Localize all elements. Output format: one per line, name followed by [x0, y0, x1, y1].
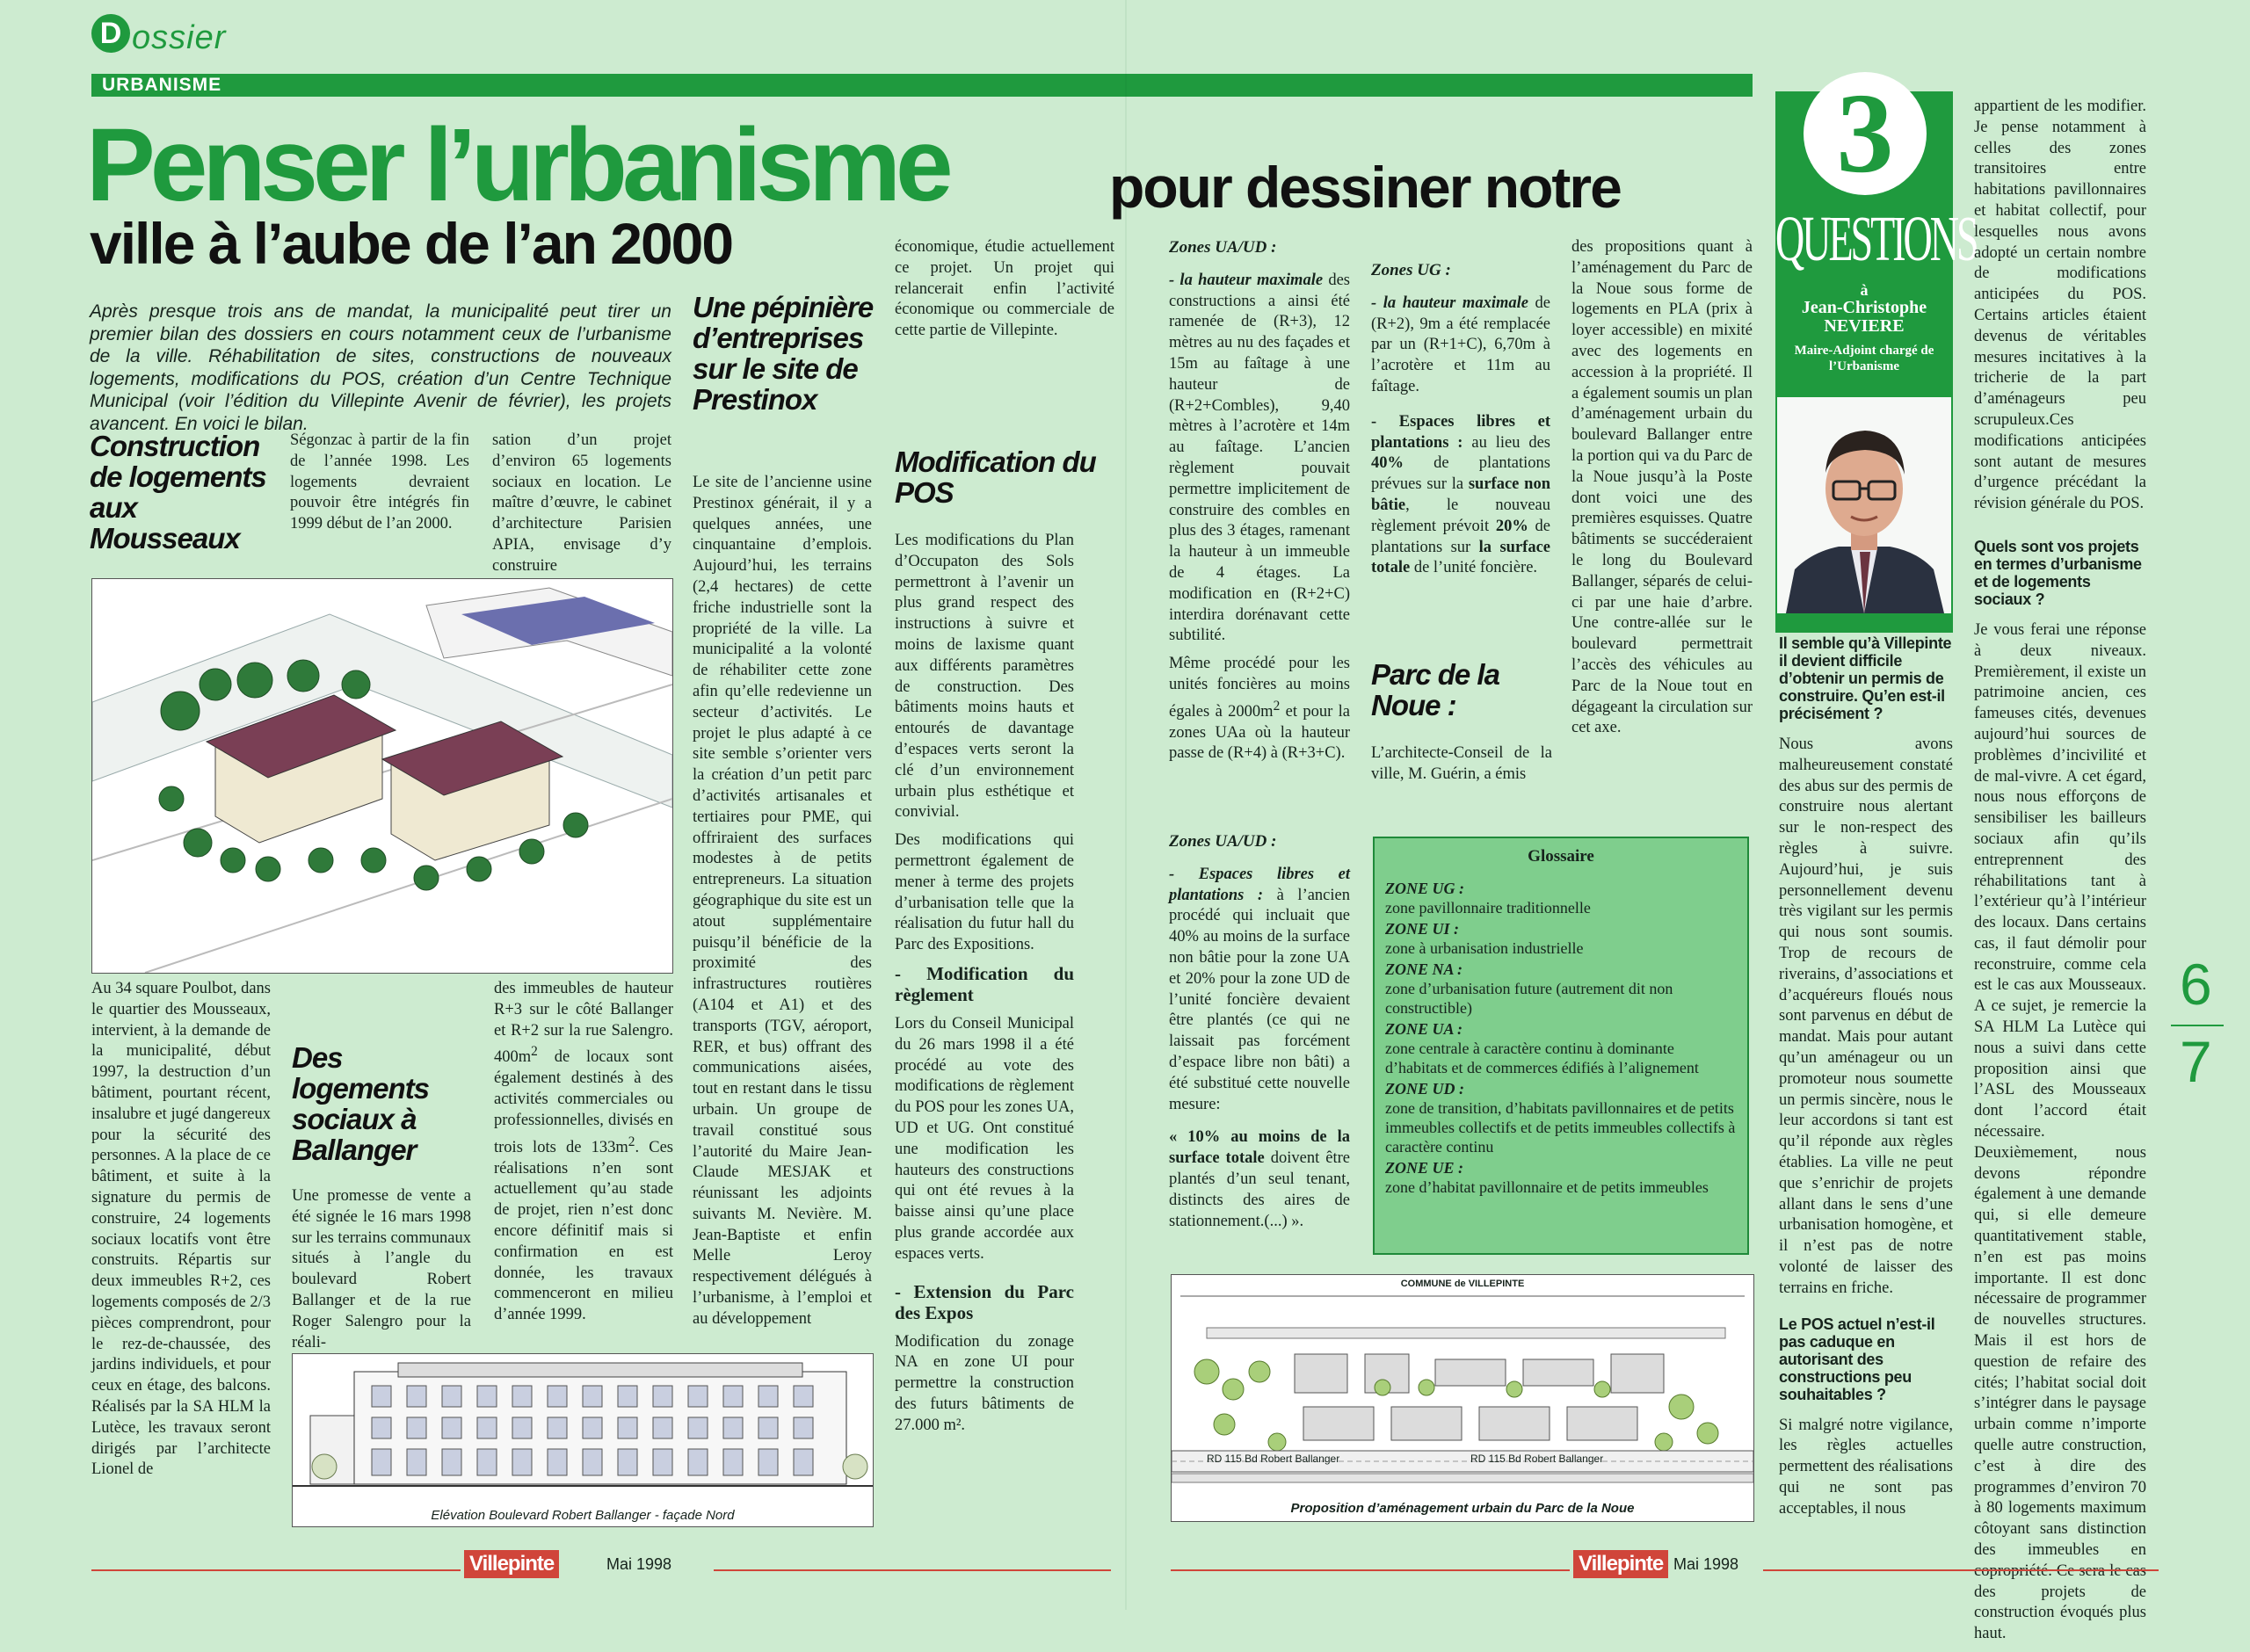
ua-hauteur-label: - la hauteur maximale	[1169, 271, 1324, 289]
glossaire-term: ZONE UD :	[1385, 1080, 1464, 1098]
footer-date-left: Mai 1998	[606, 1555, 672, 1573]
glossaire-term: ZONE UI :	[1385, 920, 1459, 938]
page-subtitle: ville à l’aube de l’an 2000	[90, 211, 733, 276]
zones-ua-heading: Zones UA/UD :	[1169, 238, 1277, 257]
ballanger-text-b	[494, 979, 673, 1326]
noue-text-a: L’architecte-Conseil de la ville, M. Guérin, a émis	[1371, 744, 1552, 783]
ua-meme-text1: Même procédé pour les unités foncières au moins égales à 2000m	[1169, 655, 1350, 721]
sup-m2: 2	[1273, 698, 1281, 714]
expos-text: Modification du zonage NA en zone UI pour permettre la construction des futurs bâtiments de 27.000 m².	[895, 1332, 1074, 1434]
zones-ua-heading-2: Zones UA/UD :	[1169, 832, 1277, 851]
map-road-label: RD 115 Bd Robert Ballanger	[1207, 1453, 1340, 1465]
pos-text-2: Des modifications qui permettront également de mener à terme des projets d’urbanisation telle que la réalisation du futur hall du Parc des Expositions.	[895, 831, 1074, 954]
question-2: Le POS actuel n’est-il pas caduque en autorisant des constructions peu souhaitables ?	[1779, 1315, 1935, 1403]
ug-hauteur-label: - la hauteur maximale	[1371, 293, 1528, 312]
ug-espaces-text1: au lieu des	[1462, 433, 1550, 452]
question-3: Quels sont vos projets en termes d’urbanisme et de logements sociaux ?	[1974, 537, 2142, 608]
footer-line-left-2	[714, 1569, 1111, 1571]
glossaire-definition: zone pavillonnaire traditionnelle	[1385, 899, 1591, 917]
map-road-label-2: RD 115 Bd Robert Ballanger	[1470, 1453, 1604, 1465]
answer-2: Si malgré notre vigilance, les règles actuelles permettent des réalisations qui ne sont pas acceptables, il nous	[1779, 1416, 1953, 1518]
ballanger-text-b1: des immeubles de hauteur R+3 sur le côté Ballanger et R+2 sur la rue Salengro. 400m	[494, 980, 673, 1067]
ballanger-text-b3: . Ces réalisations n’en sont actuellement qu’au stade de projet, rien n’est donc encore définitif mais si confirmation en est donnée, les travaux commenceront en milieu d’année 1999.	[494, 1138, 673, 1324]
ug-espaces-label: - Espaces libres et plantations :	[1371, 412, 1550, 452]
glossaire-definition: zone d’habitat pavillonnaire et de petits immeubles	[1385, 1178, 1709, 1196]
ua-espaces-label: - Espaces libres et plantations :	[1169, 865, 1350, 904]
pepiniere-text: Le site de l’ancienne usine Prestinox générait, il y a quelques années, une cinquantaine d’emplois. Aujourd’hui, les terrains (2,4 hectares) de cette friche industrielle sont la propriété de la ville. La municipalité a la volonté de réhabiliter cette zone afin qu’elle redevienne un secteur d’activités. Le projet le plus adapté à ce site semble s’orienter vers la création d’un petit parc d’activités artisanales et tertiaires pour PME, qui offriraient des surfaces modestes à de petits entrepreneurs. La situation géographique du site est un atout supplémentaire puisqu’il bénéficie de la proximité des infrastructures routières (A104 et A1) et des transports (TGV, aéroport, RER, et bus) offrant des communications aisées, tout en restant dans le tissu urbain. Un groupe de travail constitué sous l’autorité du Maire Jean-Claude MESJAK et réunissant les adjoints suivants M. Nevière. M. Jean-Baptiste et enfin Melle Leroy respectivement délégués à l’urbanisme, à l’emploi et au développement	[693, 474, 872, 1328]
portrait-photo	[1777, 397, 1951, 613]
footer-line-right-2	[1763, 1569, 2159, 1571]
questions-number: 3	[1836, 70, 1894, 197]
ug-espaces-b1: 40%	[1371, 454, 1404, 473]
answer-1: Nous avons malheureusement constaté des abus sur des permis de construire nous alertant sur le non-respect des règles à suivre. Aujourd’hui, je suis personnellement devenu très vigilant sur les permis qui nous sont soumis. Trop de recours de riverains, d’associations et d’acquéreurs floués nous sont parvenus en début de mandat. Mais pour autant qu’un aménageur ou un promoteur nous soumette un permis sincère, nous le leur accordons si tant est qu’il réponde aux règles établies. La ville ne peut que s’enrichir de projets allant dans le sens d’une urbanisation homogène, et il n’est pas de notre volonté de laisser des terrains en friche.	[1779, 735, 1953, 1297]
ug-espaces-text4: de plantations sur	[1371, 517, 1550, 556]
mousseaux-text-c: Au 34 square Poulbot, dans le quartier des Mousseaux, intervient, à la demande de la municipalité, début 1997, la destruction d’un bâtiment, pourtant récent, insalubre et jugé dangereux pour la sécurité des personnes. A la place de ce bâtiment, et suite à la signature du permis de construire, 24 logements sociaux locatifs vont être construits. Répartis sur deux immeubles R+2, ces logements composés de 2/3 pièces comprendront, pour le rez-de-chaussée, des jardins individuels, et pour ceux en étage, des balcons. Réalisés par la SA HLM la Lutèce, les travaux seront dirigés par l’architecte Lionel de	[91, 980, 271, 1479]
ug-hauteur-text: de (R+2), 9m a été remplacée par un (R+1+C), 6,70m à l’acrotère et 11m au faîtage.	[1371, 293, 1550, 395]
glossaire-term: ZONE UA :	[1385, 1020, 1463, 1038]
glossaire-title: Glossaire	[1528, 847, 1594, 866]
glossaire-box	[1373, 837, 1749, 1255]
glossaire-term: ZONE NA :	[1385, 960, 1463, 978]
dossier-label: ossier	[132, 19, 227, 56]
glossaire-definition: zone à urbanisation industrielle	[1385, 939, 1584, 957]
glossaire-definition: zone centrale à caractère continu à dominante d’habitats et de commerces édifiés à l’alignement	[1385, 1040, 1699, 1076]
ua-quote-bold: « 10% au moins de la surface totale	[1169, 1128, 1350, 1168]
noue-text-b: des propositions quant à l’aménagement du Parc de la Noue sous forme de logements en PLA (prix à loyer accessible) en mixité avec des logements en accession à la propriété. Il a également soumis un plan d’aménagement urbain du boulevard Ballanger entre la portion qui va du Parc de la Noue jusqu’à la Poste dont voici une des premières esquisses. Quatre bâtiments se succéderaient le long du Boulevard Ballanger, séparés de celui-ci par une haie d’arbre. Une contre-allée sur le boulevard permettrait l’accès des véhicules au Parc de la Noue tout en dégageant la circulation sur cet axe.	[1571, 238, 1753, 737]
questions-role: Maire-Adjoint chargé de l’Urbanisme	[1794, 344, 1934, 373]
footer-line-left	[91, 1569, 461, 1571]
page-fold	[1125, 0, 1127, 1610]
mousseaux-illustration	[91, 578, 673, 974]
sup-m2: 2	[628, 1134, 635, 1149]
ballanger-text-b2: de locaux sont également destinés à des activités commerciales ou professionnelles, divisés en trois lots de 133m	[494, 1048, 673, 1156]
glossaire-term: ZONE UE :	[1385, 1159, 1463, 1177]
glossaire-definition: zone de transition, d’habitats pavillonnaires et de petits immeubles collectifs et de petits immeubles collectifs à caractère continu	[1385, 1099, 1736, 1156]
ua-hauteur-text: des constructions a ainsi été ramenée de (R+3), 12 mètres au nu des façades et 15m au faîtage à une hauteur de (R+2+Combles), 9,40 mètres à l’acrotère et 14m au faîtage. L’ancien règlement pouvait permettre implicitement de construire des combles en plus des 3 étages, ramenant la hauteur à un immeuble de 4 étages. La modification en (R+2+C) interdira dorénavant cette subtilité.	[1169, 271, 1350, 645]
page-number-left: 6	[2180, 952, 2212, 1017]
page-number-divider	[2171, 1025, 2224, 1026]
pos-text: Les modifications du Plan d’Occupaton des Sols permettront à l’avenir un plus grand respect des instructions à suivre et moins de laxisme quant aux différents paramètres de construction. Des bâtiments moins hauts et entourés de davantage d’espaces verts seront la clé d’un environnement urbain plus esthétique et convivial.	[895, 532, 1074, 822]
answer-3: Je vous ferai une réponse à deux niveaux. Premièrement, il existe un patrimoine ancien, ces fameuses cités, devenues aujourd’hui sources de problèmes d’incivilité et de mal-vivre. A cet égard, nous nous efforçons de sensibiliser les bailleurs sociaux afin qu’ils entreprennent des réhabilitations tant à l’extérieur qu’à l’intérieur des locaux. Dans certains cas, il faut démolir pour reconstruire, comme cela est le cas aux Mousseaux. A ce sujet, je remercie la SA HLM La Lutèce qui nous a suivi dans cette proposition ainsi que l’ASL des Mousseaux dont l’accord était nécessaire. Deuxièmement, nous devons répondre également à une demande qui, si elle demeure quantitativement stable, n’en est pas moins importante. Il est donc nécessaire de programmer de nouvelles structures. Mais il est hors de question de refaire des cités; l’habitat social doit s’intégrer dans le paysage urbain comme n’importe quelle autre construction, c’est à dire des programmes d’environ 70 à 80 logements maximum côtoyant sans distinction des immeubles en des projets de construction évoqués plus haut.	[1974, 620, 2146, 1643]
mousseaux-text-b: sation d’un projet d’environ 65 logements sociaux en location. Le maître d’œuvre, le cabinet d’architecture Parisien APIA, envisage d’y construire	[492, 431, 671, 575]
ballanger-text-a: Une promesse de vente a été signée le 16 mars 1998 sur les terrains communaux situés à l’angle du boulevard Robert Ballanger et de la rue Roger Salengro pour la réali-	[292, 1187, 471, 1351]
ug-espaces-b4: la surface totale	[1371, 538, 1550, 577]
noue-heading: Parc de la Noue :	[1371, 658, 1499, 721]
noue-map	[1171, 1274, 1754, 1522]
reglement-text: Lors du Conseil Municipal du 26 mars 1998 il a été procédé au vote des modifications de règlement du POS pour les zones UA, UD et UG. Ont constitué une modification les hauteurs des constructions qui ont été revues à la baisse ainsi qu’une place plus grande accordée aux espaces verts.	[895, 1014, 1074, 1263]
footer-line-right	[1171, 1569, 1570, 1571]
page-title: Penser l’urbanisme	[86, 107, 948, 223]
ua-espaces-text: à l’ancien procédé qui incluait que 40% au moins de la surface non bâtie pour la zone UA et 20% pour la zone UD de l’unité foncière devaient être plantés (ce qui ne laissait pas forcément d’espace libre non bâti) a été substitué cette nouvelle mesure:	[1169, 886, 1350, 1113]
mousseaux-text-a: Ségonzac à partir de la fin de l’année 1998. Les logements devraient pouvoir être intégrés fin 1999 début de l’an 2000.	[290, 431, 469, 533]
expos-heading: - Extension du Parc des Expos	[895, 1280, 1074, 1323]
pos-heading: Modification du POS	[895, 446, 1096, 509]
question-1: Il semble qu’à Villepinte il devient difficile d’obtenir un permis de construire. Qu’en est-il précisément ?	[1779, 634, 1952, 722]
ballanger-caption: Elévation Boulevard Robert Ballanger - façade Nord	[431, 1508, 735, 1523]
ug-espaces-b2: surface non bâtie	[1371, 475, 1550, 514]
footer-brand-left: Villepinte	[464, 1550, 559, 1578]
answer-2-continued: appartient de les modifier. Je pense notamment à celles des zones transitoires entre habitations pavillonnaires et habitat collectif, pour lesquelles nous avons adopté un certain nombre de modifications anticipées du POS. Certains articles étaient devenus de véritables mesures incitatives à la tricherie de la part d’aménageurs peu scrupuleux.Ces modifications anticipées sont autant de mesures d’urgence précédant la révision générale du POS.	[1974, 98, 2146, 513]
noue-caption: Proposition d’aménagement urbain du Parc de la Noue	[1290, 1501, 1635, 1516]
ua-quote-text: doivent être plantés d’un seul tenant, distincts des aires de stationnement.(...) ».	[1169, 1149, 1350, 1230]
intro-paragraph: Après presque trois ans de mandat, la municipalité peut tirer un premier bilan des dossiers en cours notamment ceux de l’urbanisme de la ville. Réhabilitation de sites, constructions de nouveaux logements, modifications du POS, création d’un Centre Technique Municipal (voir l’édition du Villepinte Avenir de février), les projets avancent. En voici le bilan.	[90, 301, 671, 434]
pepiniere-heading: Une pépinière d’entreprises sur le site de Prestinox	[693, 291, 874, 416]
zones-ug-heading: Zones UG :	[1371, 261, 1451, 279]
section-bar	[91, 74, 1753, 97]
pepiniere-top-text: économique, étudie actuellement ce projet. Un projet qui relancerait enfin l’activité économique ou commerciale de cette partie de Villepinte.	[895, 238, 1114, 340]
glossaire-list	[1385, 879, 1737, 1197]
footer-date-right: Mai 1998	[1673, 1555, 1739, 1573]
ug-espaces-text5: de l’unité foncière.	[1410, 559, 1538, 577]
reglement-heading: - Modification du règlement	[895, 962, 1074, 1005]
ug-espaces-text3: , le nouveau règlement prévoit	[1371, 496, 1550, 535]
questions-name: Jean-Christophe NEVIERE	[1801, 298, 1927, 336]
sup-m2: 2	[531, 1044, 538, 1060]
dossier-logo-letter: D	[99, 17, 122, 50]
footer-brand-right: Villepinte	[1573, 1550, 1668, 1578]
ug-espaces-b3: 20%	[1495, 517, 1528, 535]
ballanger-heading: Des logements sociaux à Ballanger	[292, 1041, 430, 1166]
page-title-rest: pour dessiner notre	[1109, 155, 1621, 220]
questions-word: QUESTIONS	[1775, 202, 1977, 274]
ballanger-elevation	[292, 1353, 874, 1527]
page-number-right: 7	[2180, 1029, 2212, 1094]
ug-espaces-text2: de plantations prévues sur la	[1371, 454, 1550, 494]
ua-meme-text2: et pour la zones UAa où la hauteur passe de (R+4) à (R+3+C).	[1169, 702, 1350, 763]
section-label: URBANISME	[102, 75, 222, 95]
glossaire-definition: zone d’urbanisation future (autrement dit non constructible)	[1385, 980, 1673, 1017]
questions-a: à	[1860, 281, 1869, 299]
mousseaux-heading: Construction de logements aux Mousseaux	[90, 430, 266, 554]
glossaire-term: ZONE UG :	[1385, 880, 1464, 897]
map-commune-label: COMMUNE de VILLEPINTE	[1400, 1279, 1525, 1289]
